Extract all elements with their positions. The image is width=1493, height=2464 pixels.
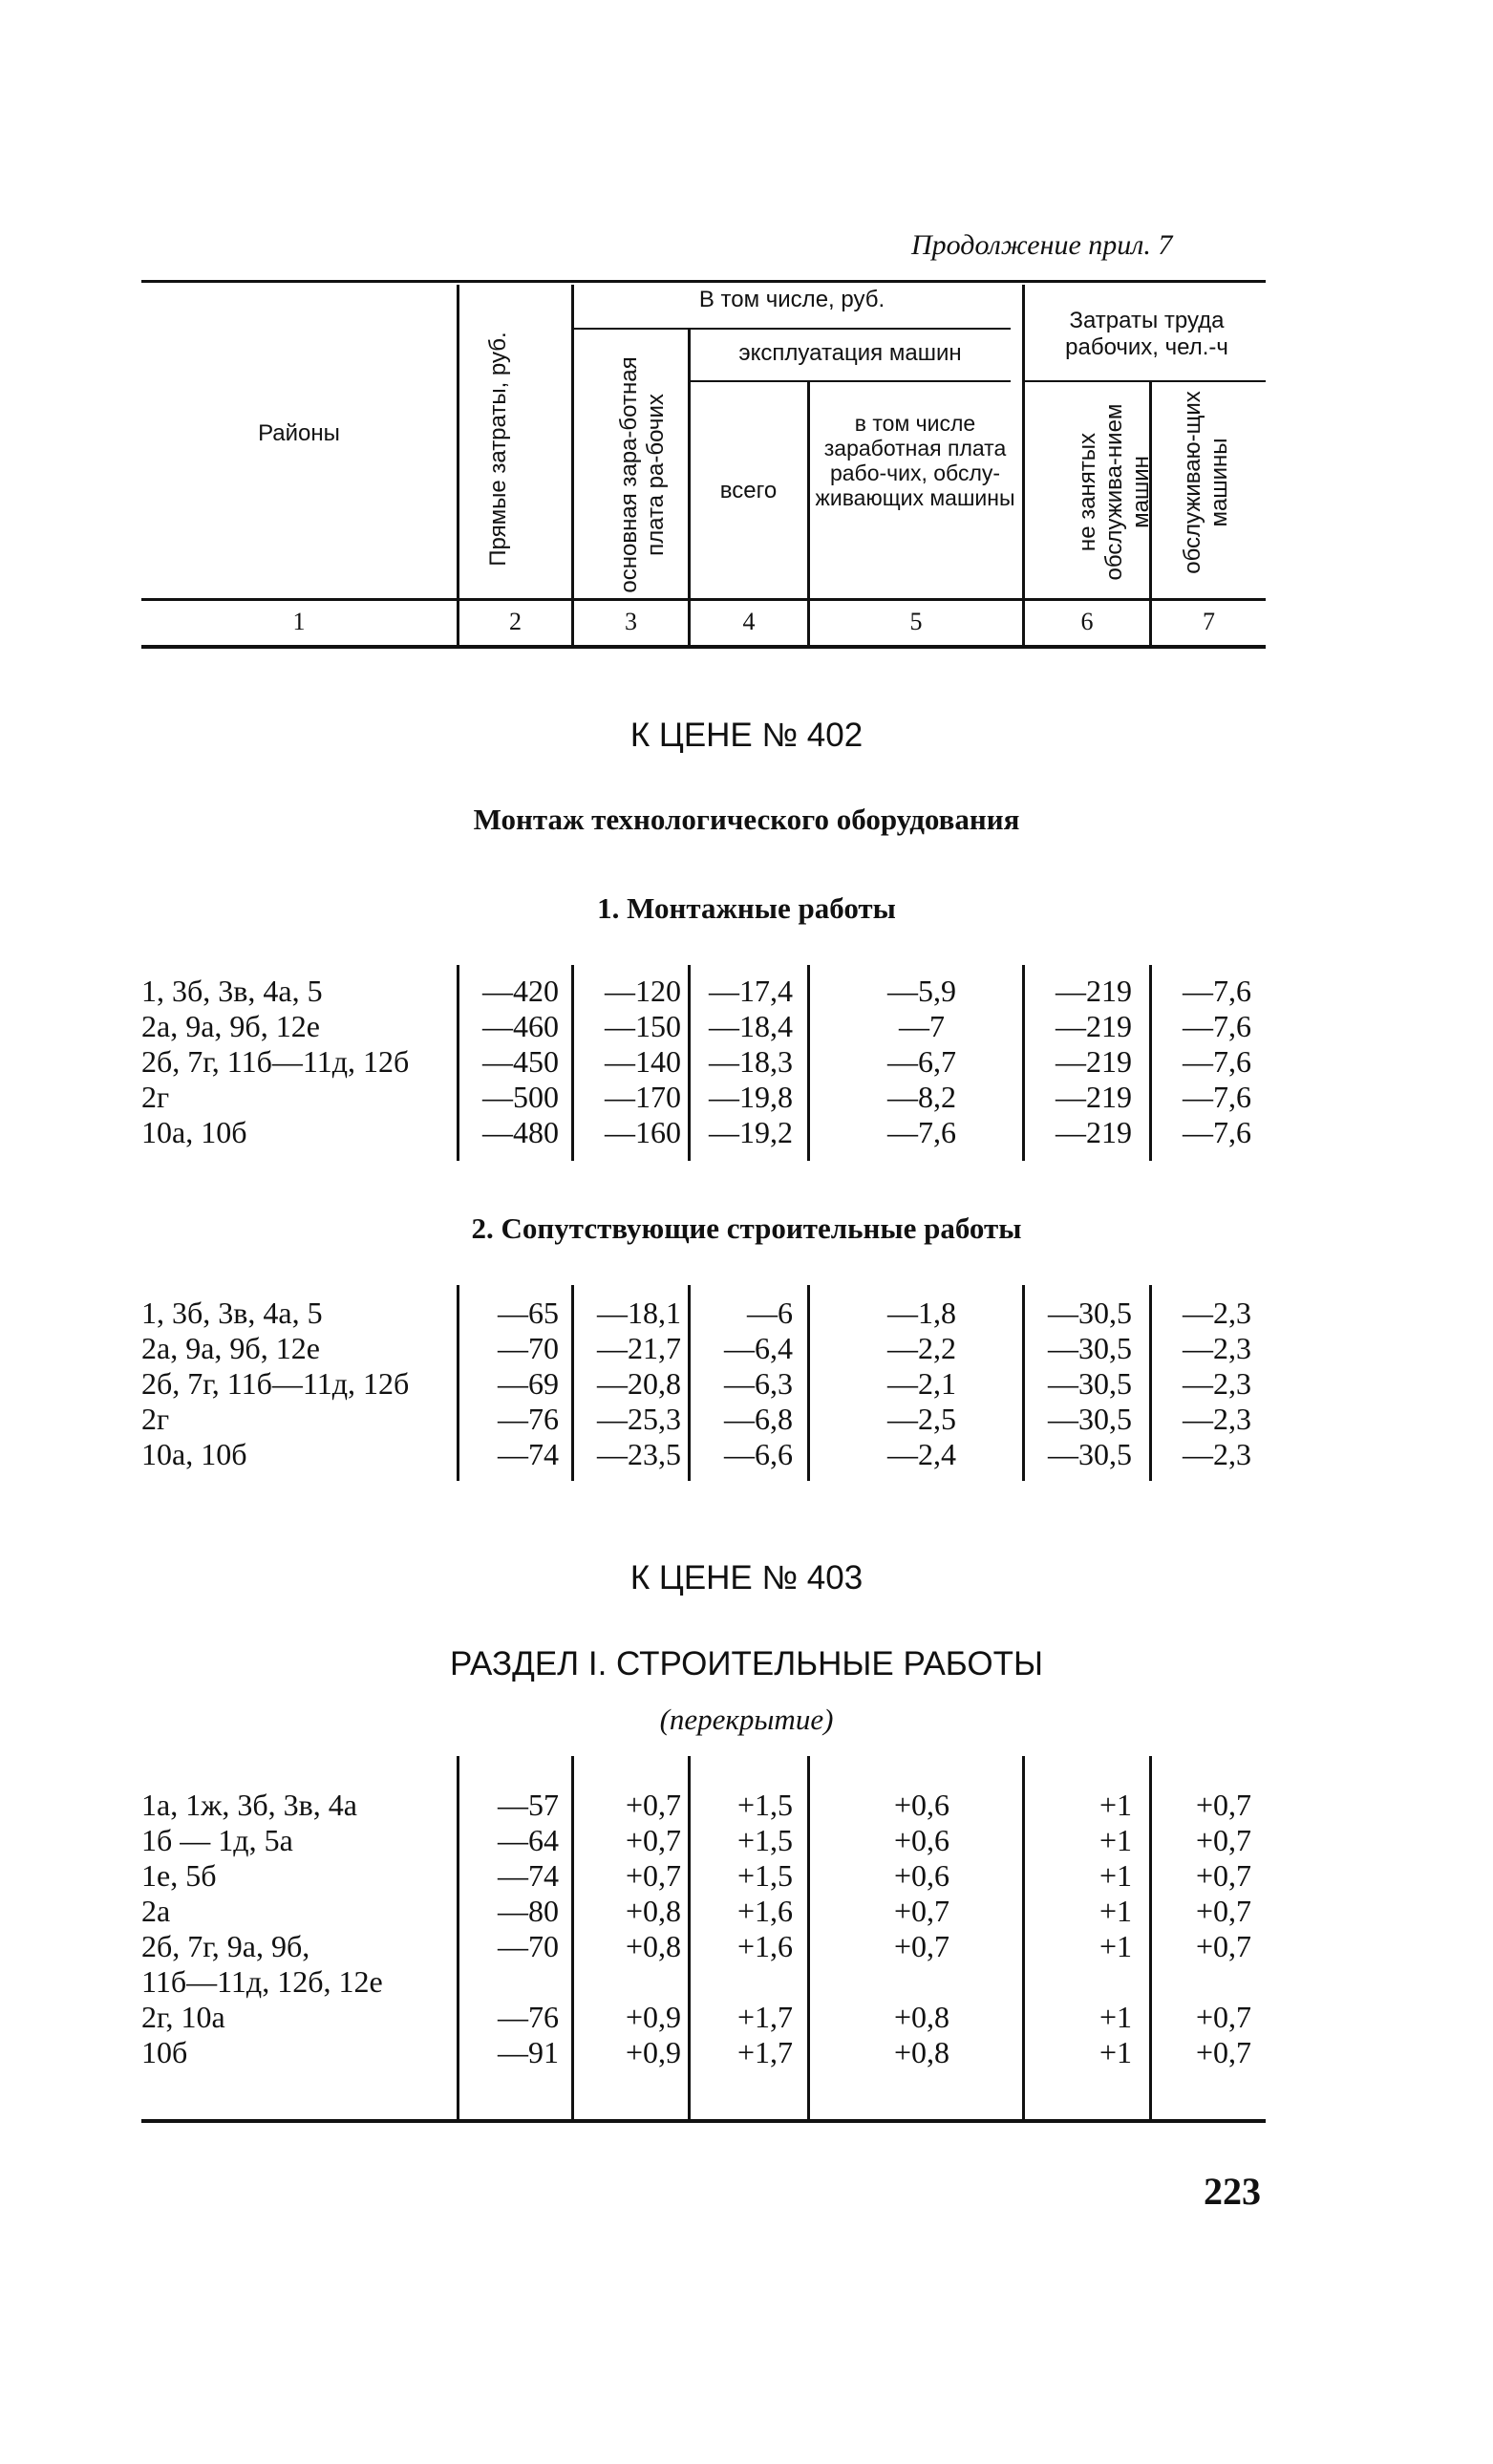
subsection-construction-title: 2. Сопутствующие строительные работы bbox=[471, 1211, 1022, 1245]
region-cell: 10б bbox=[141, 2035, 188, 2069]
header-servicing: обслуживаю-щих машины bbox=[1180, 391, 1232, 574]
value-cell: —5,9 bbox=[887, 974, 956, 1008]
value-cell: —69 bbox=[498, 1366, 559, 1401]
table-row bbox=[0, 1436, 1493, 1472]
value-cell: +1 bbox=[1098, 2035, 1132, 2069]
section-403-subtitle: (перекрытие) bbox=[659, 1703, 834, 1736]
value-cell: +0,7 bbox=[625, 1858, 681, 1893]
region-cell: 2г bbox=[141, 1080, 170, 1114]
value-cell: +1,7 bbox=[736, 2000, 793, 2034]
value-cell: +0,7 bbox=[1195, 2035, 1251, 2069]
value-cell: —74 bbox=[498, 1437, 559, 1471]
header-incl-rub: В том числе, руб. bbox=[698, 287, 885, 312]
region-cell: 2а, 9а, 9б, 12е bbox=[141, 1331, 320, 1365]
table-row bbox=[0, 1330, 1493, 1366]
value-cell: —1,8 bbox=[887, 1296, 956, 1330]
value-cell: —219 bbox=[1056, 1080, 1132, 1114]
table-row bbox=[0, 1114, 1493, 1150]
value-cell: +0,7 bbox=[1195, 1823, 1251, 1857]
value-cell: —19,2 bbox=[709, 1115, 793, 1149]
value-cell: —76 bbox=[498, 2000, 559, 2034]
value-cell: —80 bbox=[498, 1894, 559, 1928]
section-403-title: РАЗДЕЛ I. СТРОИТЕЛЬНЫЕ РАБОТЫ bbox=[450, 1645, 1043, 1682]
value-cell: +1,6 bbox=[736, 1929, 793, 1963]
value-cell: —76 bbox=[498, 1402, 559, 1436]
region-cell: 2г, 10а bbox=[141, 2000, 225, 2034]
value-cell: —65 bbox=[498, 1296, 559, 1330]
value-cell: —2,5 bbox=[887, 1402, 956, 1436]
value-cell: —30,5 bbox=[1048, 1402, 1132, 1436]
value-cell: —6,3 bbox=[724, 1366, 793, 1401]
region-cell: 10а, 10б bbox=[141, 1115, 247, 1149]
column-number-2: 2 bbox=[509, 608, 522, 635]
value-cell: —2,3 bbox=[1183, 1437, 1251, 1471]
table-row bbox=[0, 1365, 1493, 1402]
table-row bbox=[0, 1008, 1493, 1044]
value-cell: +0,7 bbox=[625, 1823, 681, 1857]
value-cell: —2,2 bbox=[887, 1331, 956, 1365]
value-cell: —30,5 bbox=[1048, 1366, 1132, 1401]
value-cell: +1 bbox=[1098, 1788, 1132, 1822]
region-cell: 1, 3б, 3в, 4а, 5 bbox=[141, 1296, 323, 1330]
region-cell: 11б—11д, 12б, 12е bbox=[141, 1964, 383, 1999]
value-cell: —57 bbox=[498, 1788, 559, 1822]
value-cell: —2,3 bbox=[1183, 1331, 1251, 1365]
value-cell: —450 bbox=[482, 1044, 559, 1079]
value-cell: —18,1 bbox=[597, 1296, 681, 1330]
header-not-servicing: не занятых обслужива-нием машин bbox=[1075, 403, 1154, 581]
table-row bbox=[0, 1963, 1493, 2000]
value-cell: +0,8 bbox=[893, 2035, 950, 2069]
value-cell: +0,7 bbox=[893, 1894, 950, 1928]
value-cell: +0,8 bbox=[625, 1929, 681, 1963]
value-cell: —7,6 bbox=[1183, 974, 1251, 1008]
value-cell: —219 bbox=[1056, 974, 1132, 1008]
value-cell: +1 bbox=[1098, 1929, 1132, 1963]
value-cell: +0,6 bbox=[893, 1823, 950, 1857]
value-cell: —2,1 bbox=[887, 1366, 956, 1401]
region-cell: 2б, 7г, 9а, 9б, bbox=[141, 1929, 310, 1963]
value-cell: +1,5 bbox=[736, 1858, 793, 1893]
table-row bbox=[0, 1043, 1493, 1080]
value-cell: —420 bbox=[482, 974, 559, 1008]
value-cell: —91 bbox=[498, 2035, 559, 2069]
table-row bbox=[0, 1857, 1493, 1894]
table-row bbox=[0, 1401, 1493, 1437]
value-cell: —6,4 bbox=[724, 1331, 793, 1365]
value-cell: —18,3 bbox=[709, 1044, 793, 1079]
value-cell: —7,6 bbox=[1183, 1009, 1251, 1043]
region-cell: 2а bbox=[141, 1894, 171, 1928]
value-cell: +0,7 bbox=[1195, 1894, 1251, 1928]
value-cell: —2,3 bbox=[1183, 1296, 1251, 1330]
region-cell: 1б — 1д, 5а bbox=[141, 1823, 293, 1857]
value-cell: +0,8 bbox=[625, 1894, 681, 1928]
value-cell: —160 bbox=[605, 1115, 681, 1149]
value-cell: +1 bbox=[1098, 2000, 1132, 2034]
value-cell: —8,2 bbox=[887, 1080, 956, 1114]
value-cell: +0,9 bbox=[625, 2000, 681, 2034]
column-number-4: 4 bbox=[742, 608, 756, 635]
column-number-3: 3 bbox=[625, 608, 637, 635]
page-number: 223 bbox=[1204, 2170, 1261, 2213]
value-cell: —6 bbox=[747, 1296, 793, 1330]
value-cell: +1 bbox=[1098, 1894, 1132, 1928]
column-number-1: 1 bbox=[292, 608, 306, 635]
value-cell: —74 bbox=[498, 1858, 559, 1893]
value-cell: —18,4 bbox=[709, 1009, 793, 1043]
price-403-heading: К ЦЕНЕ № 403 bbox=[629, 1559, 864, 1596]
region-cell: 2б, 7г, 11б—11д, 12б bbox=[141, 1366, 410, 1401]
value-cell: —70 bbox=[498, 1929, 559, 1963]
value-cell: —30,5 bbox=[1048, 1437, 1132, 1471]
value-cell: —170 bbox=[605, 1080, 681, 1114]
value-cell: —21,7 bbox=[597, 1331, 681, 1365]
value-cell: —6,8 bbox=[724, 1402, 793, 1436]
table-row bbox=[0, 1893, 1493, 1929]
value-cell: —7 bbox=[899, 1009, 945, 1043]
value-cell: —2,3 bbox=[1183, 1366, 1251, 1401]
value-cell: —120 bbox=[605, 974, 681, 1008]
value-cell: —500 bbox=[482, 1080, 559, 1114]
price-402-heading: К ЦЕНЕ № 402 bbox=[629, 717, 864, 754]
table-row bbox=[0, 1822, 1493, 1858]
value-cell: —6,7 bbox=[887, 1044, 956, 1079]
header-incl-wage: в том числе заработная плата рабо-чих, обслу-живающих машины bbox=[815, 411, 1015, 510]
value-cell: —6,6 bbox=[724, 1437, 793, 1471]
region-cell: 2б, 7г, 11б—11д, 12б bbox=[141, 1044, 410, 1079]
region-cell: 2г bbox=[141, 1402, 170, 1436]
table-row bbox=[0, 1079, 1493, 1115]
table-row bbox=[0, 1295, 1493, 1331]
value-cell: —480 bbox=[482, 1115, 559, 1149]
value-cell: —7,6 bbox=[1183, 1115, 1251, 1149]
header-direct-costs: Прямые затраты, руб. bbox=[485, 332, 511, 567]
table-row bbox=[0, 973, 1493, 1009]
column-number-7: 7 bbox=[1203, 608, 1215, 635]
value-cell: —460 bbox=[482, 1009, 559, 1043]
region-cell: 10а, 10б bbox=[141, 1437, 247, 1471]
value-cell: +0,9 bbox=[625, 2035, 681, 2069]
value-cell: —219 bbox=[1056, 1044, 1132, 1079]
continuation-note: Продолжение прил. 7 bbox=[911, 229, 1173, 261]
value-cell: +1 bbox=[1098, 1823, 1132, 1857]
value-cell: —64 bbox=[498, 1823, 559, 1857]
value-cell: +0,7 bbox=[1195, 1788, 1251, 1822]
table-row bbox=[0, 1928, 1493, 1964]
value-cell: —7,6 bbox=[1183, 1080, 1251, 1114]
value-cell: +0,7 bbox=[1195, 1858, 1251, 1893]
column-number-5: 5 bbox=[909, 608, 923, 635]
table-row bbox=[0, 2034, 1493, 2070]
table-row bbox=[0, 1999, 1493, 2035]
value-cell: +1 bbox=[1098, 1858, 1132, 1893]
value-cell: +1,6 bbox=[736, 1894, 793, 1928]
region-cell: 1, 3б, 3в, 4а, 5 bbox=[141, 974, 323, 1008]
region-cell: 2а, 9а, 9б, 12е bbox=[141, 1009, 320, 1043]
value-cell: +1,5 bbox=[736, 1823, 793, 1857]
value-cell: —19,8 bbox=[709, 1080, 793, 1114]
value-cell: +0,8 bbox=[893, 2000, 950, 2034]
value-cell: —30,5 bbox=[1048, 1296, 1132, 1330]
value-cell: +0,7 bbox=[625, 1788, 681, 1822]
value-cell: —23,5 bbox=[597, 1437, 681, 1471]
value-cell: +1,7 bbox=[736, 2035, 793, 2069]
value-cell: +0,6 bbox=[893, 1858, 950, 1893]
value-cell: +0,7 bbox=[893, 1929, 950, 1963]
value-cell: —219 bbox=[1056, 1115, 1132, 1149]
header-machine-operation: эксплуатация машин bbox=[738, 340, 962, 366]
value-cell: —140 bbox=[605, 1044, 681, 1079]
value-cell: —7,6 bbox=[1183, 1044, 1251, 1079]
value-cell: +0,7 bbox=[1195, 2000, 1251, 2034]
value-cell: —2,4 bbox=[887, 1437, 956, 1471]
region-cell: 1а, 1ж, 3б, 3в, 4а bbox=[141, 1788, 357, 1822]
value-cell: —17,4 bbox=[709, 974, 793, 1008]
table-row bbox=[0, 1787, 1493, 1823]
value-cell: +1,5 bbox=[736, 1788, 793, 1822]
value-cell: —25,3 bbox=[597, 1402, 681, 1436]
value-cell: —219 bbox=[1056, 1009, 1132, 1043]
subsection-installation-title: 1. Монтажные работы bbox=[597, 891, 896, 925]
value-cell: —150 bbox=[605, 1009, 681, 1043]
header-total: всего bbox=[719, 478, 778, 504]
section-402-title: Монтаж технологического оборудования bbox=[473, 803, 1020, 836]
value-cell: —30,5 bbox=[1048, 1331, 1132, 1365]
column-number-6: 6 bbox=[1080, 608, 1094, 635]
value-cell: +0,6 bbox=[893, 1788, 950, 1822]
header-regions: Районы bbox=[258, 420, 340, 446]
region-cell: 1е, 5б bbox=[141, 1858, 217, 1893]
value-cell: —70 bbox=[498, 1331, 559, 1365]
value-cell: —20,8 bbox=[597, 1366, 681, 1401]
header-labor: Затраты труда рабочих, чел.-ч bbox=[1065, 308, 1228, 360]
header-basic-wage: основная зара-ботная плата ра-бочих bbox=[616, 356, 669, 593]
value-cell: —2,3 bbox=[1183, 1402, 1251, 1436]
value-cell: +0,7 bbox=[1195, 1929, 1251, 1963]
value-cell: —7,6 bbox=[887, 1115, 956, 1149]
